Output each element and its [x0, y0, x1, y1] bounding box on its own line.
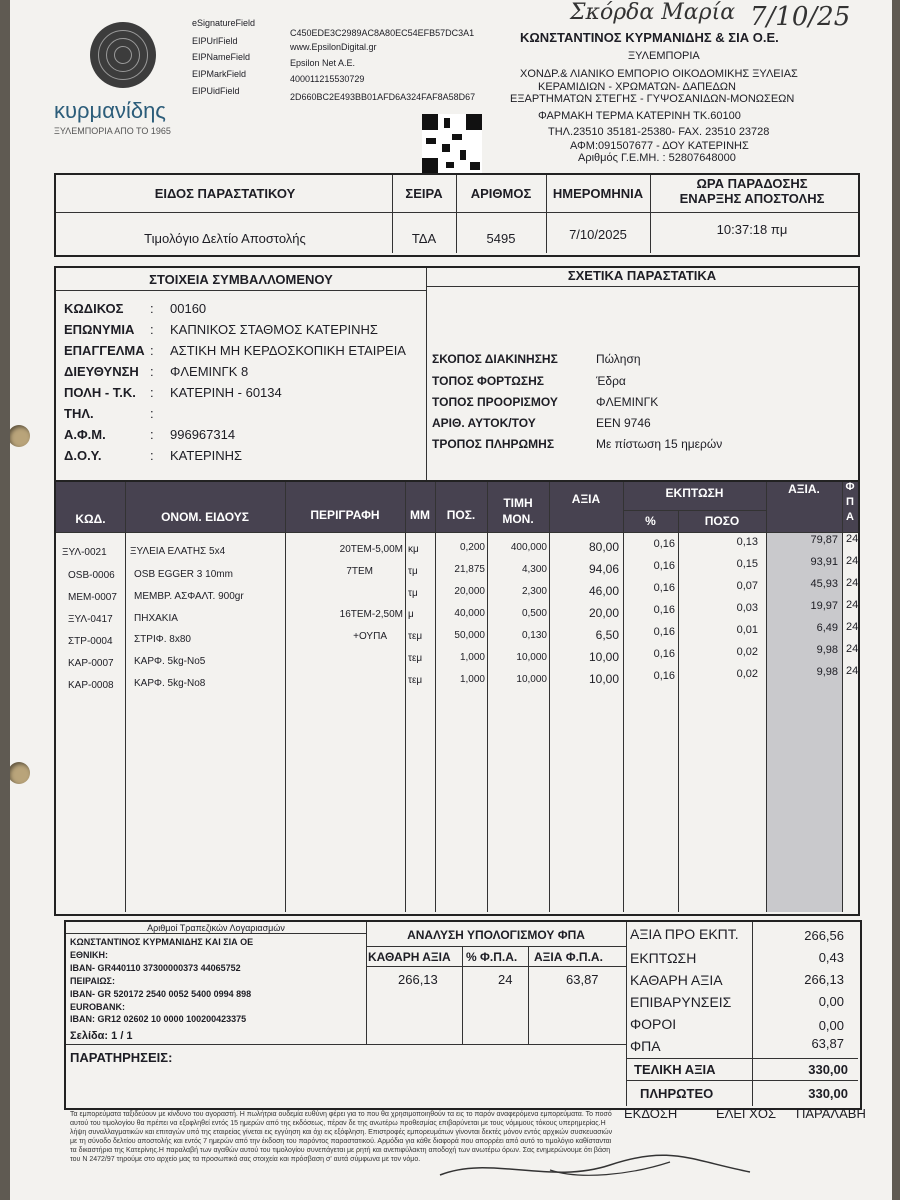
item-disc-pct: 0,16	[653, 670, 675, 682]
vat-title: ΑΝΑΛΥΣΗ ΥΠΟΛΟΓΙΣΜΟΥ ΦΠΑ	[407, 928, 585, 942]
logo-tagline: ΞΥΛΕΜΠΟΡΙΑ ΑΠΟ ΤΟ 1965	[54, 126, 171, 136]
vat-col-amount: ΑΞΙΑ Φ.Π.Α.	[534, 950, 603, 964]
signature-receipt: ΠΑΡΑΛΑΒΗ	[796, 1106, 866, 1121]
bank-title: Αριθμοί Τραπεζικών Λογαριασμών	[147, 923, 285, 933]
col-value: ΑΞΙΑ	[571, 492, 601, 506]
bank-line: EUROBANK:	[70, 1002, 125, 1012]
item-unit: τμ	[408, 566, 418, 577]
item-disc-pct: 0,16	[653, 538, 675, 550]
col-date: ΗΜΕΡΟΜΗΝΙΑ	[552, 186, 644, 201]
total-value: 0,00	[818, 994, 844, 1009]
related-label: ΤΡΟΠΟΣ ΠΛΗΡΩΜΗΣ	[432, 437, 555, 451]
vat-amount-value: 63,87	[566, 972, 599, 987]
col-price: ΜΟΝ.	[502, 512, 534, 526]
total-label: ΕΠΙΒΑΡΥΝΣΕΙΣ	[630, 994, 732, 1010]
col-disc-amt: ΠΟΣΟ	[704, 514, 740, 528]
item-name: ΞΥΛΕΙΑ ΕΛΑΤΗΣ 5x4	[130, 546, 226, 557]
item-price: 0,500	[521, 608, 547, 619]
item-code: ΜΕΜ-0007	[68, 592, 117, 603]
company-line: ΕΞΑΡΤΗΜΑΤΩΝ ΣΤΕΓΗΣ - ΓΥΨΟΣΑΝΙΔΩΝ-ΜΟΝΩΣΕΩΝ	[510, 93, 795, 105]
esig-label: EIPUidField	[192, 86, 240, 96]
bank-line: IBAN: GR12 02602 10 0000 100200423375	[70, 1014, 247, 1024]
total-label: ΑΞΙΑ ΠΡΟ ΕΚΠΤ.	[630, 926, 739, 942]
related-value: ΦΛΕΜΙΝΓΚ	[596, 395, 659, 409]
esig-label: EIPUrlField	[192, 36, 238, 46]
col-doc-type: ΕΙΔΟΣ ΠΑΡΑΣΤΑΤΙΚΟΥ	[154, 186, 296, 201]
col-code: ΚΩΔ.	[75, 512, 106, 526]
item-code: ΚΑΡ-0008	[68, 680, 114, 691]
company-name: ΚΩΝΣΤΑΝΤΙΝΟΣ ΚΥΡΜΑΝΙΔΗΣ & ΣΙΑ Ο.Ε.	[520, 30, 779, 45]
party-label: ΔΙΕΥΘΥΝΣΗ	[64, 364, 139, 379]
item-desc: 20ΤΕΜ-5,00Μ	[339, 544, 403, 555]
party-value: ΚΑΤΕΡΙΝΗΣ	[170, 448, 243, 463]
doc-number: 5495	[486, 231, 516, 246]
handwritten-date: 7/10/25	[750, 2, 851, 32]
item-qty: 21,875	[454, 564, 485, 575]
item-disc-pct: 0,16	[653, 604, 675, 616]
item-net: 9,98	[816, 644, 838, 656]
doc-time: 10:37:18 πμ	[716, 222, 788, 237]
item-name: ΜΕΜΒΡ. ΑΣΦΑΛΤ. 900gr	[134, 591, 244, 602]
party-label: ΠΟΛΗ - Τ.Κ.	[64, 385, 136, 400]
item-price: 10,000	[516, 652, 547, 663]
total-label: ΦΟΡΟΙ	[630, 1016, 677, 1032]
item-price: 0,130	[521, 630, 547, 641]
bank-line: ΚΩΝΣΤΑΝΤΙΝΟΣ ΚΥΡΜΑΝΙΔΗΣ ΚΑΙ ΣΙΑ ΟΕ	[70, 937, 254, 947]
item-net: 6,49	[816, 622, 838, 634]
handwritten-name: Σκόρδα Μαρία	[570, 0, 736, 25]
remarks-label: ΠΑΡΑΤΗΡΗΣΕΙΣ:	[70, 1050, 173, 1065]
item-unit: τμ	[408, 588, 418, 599]
item-net: 79,87	[810, 534, 838, 546]
party-value: ΚΑΠΝΙΚΟΣ ΣΤΑΘΜΟΣ ΚΑΤΕΡΙΝΗΣ	[170, 322, 378, 337]
payable-label: ΠΛΗΡΩΤΕΟ	[640, 1086, 714, 1101]
item-value: 10,00	[588, 650, 619, 664]
item-qty: 1,000	[459, 674, 485, 685]
party-label: ΚΩΔΙΚΟΣ	[64, 301, 124, 316]
party-label: Α.Φ.Μ.	[64, 427, 106, 442]
related-label: ΤΟΠΟΣ ΠΡΟΟΡΙΣΜΟΥ	[432, 395, 558, 409]
col-vat: Φ	[845, 481, 855, 493]
esig-value: 2D660BC2E493BB01AFD6A324FAF8A58D67	[290, 92, 476, 102]
party-value: ΑΣΤΙΚΗ ΜΗ ΚΕΡΔΟΣΚΟΠΙΚΗ ΕΤΑΙΡΕΙΑ	[170, 343, 406, 358]
footer-terms: Τα εμπορεύματα ταξιδεύουν με κίνδυνο του αγοραστή. Η πωλήτρια ουδεμία ευθύνη φέρει για το που θα χρησιμοποιηθούν τα εις το παρόν αναφερόμενα εμπορεύματα. Το ποσό αυτού του τιμολογίου θα πρέπει να εξοφληθεί εντός 15 ημερών από της εκδόσεως, πέραν δε της ανωτέρω προθεσμίας επιβαρύνεται με τους νόμιμους τόκους υπερημερίας.Η λήψη συναλλαγματικών και επιταγών υπό της εταιρείας γίνεται εις εγγύηση και όχι εις εξόφληση. Επιστροφές εμπορευμάτων γίνονται δεκτές μόνον εντός αρχικών συσκευασιών με τη σύνοδο δελτίου αποστολής και εντός 7 ημερών από την έκδοση του παρόντος παραστατικού. Αρμόδια για κάθε διαφορά που απορρέει από αυτό το τιμολόγιο καθίστανται τα δικαστήρια της Κατερίνης.Η παραλαβή των αγαθών αυτού του τιμολογίου συνεπάγεται με ρητή και ανεπιφύλακτη αποδοχή των ανωτέρω όρων. Σας ενημερώνουμε ότι βάση του Ν 2472/97 τηρούμε στο αρχείο μας τα προσωπικά σας στοιχεία και πρόσβαση σ' αυτά σύμφωνα με τον νόμο.	[70, 1111, 613, 1163]
item-unit: κμ	[408, 544, 419, 555]
company-line: Αριθμός Γ.Ε.ΜΗ. : 52807648000	[578, 152, 736, 164]
item-price: 4,300	[521, 564, 547, 575]
item-vat: 24	[846, 577, 859, 589]
punch-hole	[10, 425, 30, 447]
total-label: ΦΠΑ	[630, 1038, 661, 1054]
col-qty: ΠΟΣ.	[446, 508, 476, 522]
company-line: ΑΦΜ:091507677 - ΔΟΥ ΚΑΤΕΡΙΝΗΣ	[570, 140, 749, 152]
item-name: OSB EGGER 3 10mm	[134, 569, 233, 580]
item-vat: 24	[846, 555, 859, 567]
related-value: Πώληση	[596, 352, 641, 366]
esig-label: EIPNameField	[192, 52, 251, 62]
party-value: 996967314	[170, 427, 236, 442]
col-discount: ΕΚΠΤΩΣΗ	[665, 486, 724, 500]
party-label: ΕΠΑΓΓΕΛΜΑ	[64, 343, 145, 358]
col-series: ΣΕΙΡΑ	[405, 186, 443, 201]
item-desc: 16ΤΕΜ-2,50Μ	[339, 609, 403, 620]
item-value: 6,50	[595, 628, 619, 642]
page-number: Σελίδα: 1 / 1	[70, 1030, 133, 1042]
item-vat: 24	[846, 533, 859, 545]
total-value: 0,00	[818, 1018, 844, 1033]
payable-value: 330,00	[808, 1086, 848, 1101]
bank-line: ΕΘΝΙΚΗ:	[70, 950, 108, 960]
item-disc-amt: 0,02	[736, 646, 758, 658]
item-unit: τεμ	[408, 675, 423, 686]
esig-label: EIPMarkField	[192, 69, 247, 79]
item-code: ΚΑΡ-0007	[68, 658, 114, 669]
total-label: ΕΚΠΤΩΣΗ	[630, 950, 697, 966]
item-code: ΞΥΛ-0417	[68, 614, 113, 625]
signature-scribble-icon	[430, 1150, 760, 1190]
item-desc: +ΟΥΠΑ	[353, 631, 387, 642]
item-name: ΚΑΡΦ. 5kg-No8	[134, 678, 206, 689]
item-price: 10,000	[516, 674, 547, 685]
party-label: Δ.Ο.Υ.	[64, 448, 102, 463]
item-disc-pct: 0,16	[653, 626, 675, 638]
col-desc: ΠΕΡΙΓΡΑΦΗ	[310, 508, 380, 522]
related-label: ΣΚΟΠΟΣ ΔΙΑΚΙΝΗΣΗΣ	[432, 352, 558, 366]
bank-line: IBAN- GR 520172 2540 0052 5400 0994 898	[70, 989, 252, 999]
col-vat: Π	[846, 496, 854, 508]
esig-value: www.EpsilonDigital.gr	[290, 42, 377, 52]
bank-line: ΠΕΙΡΑΙΩΣ:	[70, 976, 115, 986]
doc-series: ΤΔΑ	[411, 231, 437, 246]
item-value: 94,06	[588, 562, 619, 576]
col-unit: ΜΜ	[410, 508, 430, 522]
total-value: 0,43	[818, 950, 844, 965]
item-qty: 20,000	[454, 586, 485, 597]
related-value: Έδρα	[596, 374, 626, 388]
item-name: ΠΗΧΑΚΙΑ	[134, 613, 178, 624]
item-vat: 24	[846, 599, 859, 611]
vat-pct-value: 24	[498, 972, 513, 987]
final-total-value: 330,00	[808, 1062, 848, 1077]
item-net: 45,93	[810, 578, 838, 590]
esig-label: eSignatureField	[192, 18, 256, 28]
item-code: ΞΥΛ-0021	[62, 547, 107, 558]
col-number: ΑΡΙΘΜΟΣ	[470, 186, 532, 201]
total-label: ΚΑΘΑΡΗ ΑΞΙΑ	[630, 972, 723, 988]
col-price: ΤΙΜΗ	[503, 496, 533, 510]
item-net: 9,98	[816, 666, 838, 678]
item-value: 46,00	[588, 584, 619, 598]
col-name: ΟΝΟΜ. ΕΙΔΟΥΣ	[161, 510, 249, 524]
item-disc-pct: 0,16	[653, 582, 675, 594]
total-value: 266,56	[804, 928, 844, 943]
item-price: 400,000	[510, 542, 547, 553]
item-desc: 7ΤΕΜ	[346, 566, 373, 577]
signature-issue: ΕΚΔΟΣΗ	[624, 1106, 678, 1121]
party-title: ΣΤΟΙΧΕΙΑ ΣΥΜΒΑΛΛΟΜΕΝΟΥ	[149, 272, 333, 287]
item-disc-pct: 0,16	[653, 648, 675, 660]
item-vat: 24	[846, 643, 859, 655]
party-label: ΕΠΩΝΥΜΙΑ	[64, 322, 135, 337]
item-unit: μ	[408, 609, 414, 620]
item-price: 2,300	[521, 586, 547, 597]
col-net: ΑΞΙΑ.	[788, 482, 820, 496]
item-disc-amt: 0,13	[736, 536, 758, 548]
item-disc-amt: 0,03	[736, 602, 758, 614]
related-label: ΤΟΠΟΣ ΦΟΡΤΩΣΗΣ	[432, 374, 544, 388]
esig-value: 400011215530729	[290, 74, 365, 84]
signature-check: ΕΛΕΓΧΟΣ	[716, 1106, 777, 1121]
col-disc-pct: %	[645, 514, 656, 528]
item-disc-amt: 0,15	[736, 558, 758, 570]
item-value: 10,00	[588, 672, 619, 686]
item-disc-amt: 0,01	[736, 624, 758, 636]
doc-type: Τιμολόγιο Δελτίο Αποστολής	[144, 231, 306, 246]
total-value: 266,13	[804, 972, 844, 987]
company-logo-icon	[90, 22, 156, 88]
related-value: ΕΕΝ 9746	[596, 416, 651, 430]
party-label: ΤΗΛ.	[64, 406, 94, 421]
related-label: ΑΡΙΘ. ΑΥΤΟΚ/ΤΟΥ	[432, 416, 536, 430]
company-line: ΞΥΛΕΜΠΟΡΙΑ	[628, 50, 700, 62]
item-qty: 50,000	[454, 630, 485, 641]
item-code: ΣΤΡ-0004	[68, 636, 113, 647]
esig-value: C450EDE3C2989AC8A80EC54EFB57DC3A1	[290, 28, 475, 38]
vat-net-value: 266,13	[398, 972, 438, 987]
company-line: ΤΗΛ.23510 35181-25380- FAX. 23510 23728	[548, 126, 770, 138]
col-time: ΕΝΑΡΞΗΣ ΑΠΟΣΤΟΛΗΣ	[679, 191, 825, 206]
company-line: ΚΕΡΑΜΙΔΙΩΝ - ΧΡΩΜΑΤΩΝ- ΔΑΠΕΔΩΝ	[538, 81, 736, 93]
vat-col-pct: % Φ.Π.Α.	[466, 950, 518, 964]
party-value: ΚΑΤΕΡΙΝΗ - 60134	[170, 385, 282, 400]
party-value: ΦΛΕΜΙΝΓΚ 8	[170, 364, 249, 379]
item-name: ΚΑΡΦ. 5kg-No5	[134, 656, 206, 667]
item-name: ΣΤΡΙΦ. 8x80	[134, 634, 191, 645]
item-value: 20,00	[588, 606, 619, 620]
item-unit: τεμ	[408, 653, 423, 664]
col-time: ΩΡΑ ΠΑΡΑΔΟΣΗΣ	[696, 176, 808, 191]
item-disc-amt: 0,02	[736, 668, 758, 680]
item-value: 80,00	[588, 540, 619, 554]
item-qty: 1,000	[459, 652, 485, 663]
total-value: 63,87	[811, 1036, 844, 1051]
item-qty: 0,200	[459, 542, 485, 553]
bank-line: IBAN- GR440110 37300000373 44065752	[70, 963, 241, 973]
item-net: 93,91	[810, 556, 838, 568]
item-vat: 24	[846, 621, 859, 633]
company-line: ΧΟΝΔΡ.& ΛΙΑΝΙΚΟ ΕΜΠΟΡΙΟ ΟΙΚΟΔΟΜΙΚΗΣ ΞΥΛΕΙΑΣ	[520, 68, 798, 80]
related-title: ΣΧΕΤΙΚΑ ΠΑΡΑΣΤΑΤΙΚΑ	[567, 268, 717, 283]
item-code: OSB-0006	[68, 570, 115, 581]
item-unit: τεμ	[408, 631, 423, 642]
qr-code-icon	[422, 114, 482, 174]
item-qty: 40,000	[454, 608, 485, 619]
col-vat: Α	[846, 511, 854, 523]
item-disc-pct: 0,16	[653, 560, 675, 572]
final-total-label: ΤΕΛΙΚΗ ΑΞΙΑ	[634, 1062, 716, 1077]
doc-date: 7/10/2025	[569, 227, 627, 242]
vat-col-net: ΚΑΘΑΡΗ ΑΞΙΑ	[368, 950, 451, 964]
logo-text: κυρμανίδης	[54, 98, 166, 123]
related-value: Με πίστωση 15 ημερών	[596, 437, 723, 451]
party-value: 00160	[170, 301, 207, 316]
item-disc-amt: 0,07	[736, 580, 758, 592]
item-net: 19,97	[810, 600, 838, 612]
punch-hole	[10, 762, 30, 784]
invoice-page: Σκόρδα Μαρία 7/10/25 κυρμανίδης ΞΥΛΕΜΠΟΡΙΑ ΑΠΟ ΤΟ 1965 eSignatureField C450EDE3C2989AC8A80EC54EFB57DC3A1 EIPUrlField www.EpsilonDigital.gr EIPNameField Epsilon Net A.E. EIPMarkField 400011215530729 EIPUidField 2D660BC2E493BB01AFD6A324FAF8A58D67 ΚΩΝΣΤΑΝΤΙΝΟΣ ΚΥΡΜΑΝΙΔΗΣ & ΣΙΑ Ο.Ε. ΞΥΛΕΜΠΟΡΙΑ ΧΟΝΔΡ.& ΛΙΑΝΙΚΟ ΕΜΠΟΡΙΟ ΟΙΚΟΔΟΜΙΚΗΣ ΞΥΛΕΙΑΣ ΚΕΡΑΜΙΔΙΩΝ - ΧΡΩΜΑΤΩΝ- ΔΑΠΕΔΩΝ ΕΞΑΡΤΗΜΑΤΩΝ ΣΤΕΓΗΣ - ΓΥΨΟΣΑΝΙΔΩΝ-ΜΟΝΩΣΕΩΝ ΦΑΡΜΑΚΗ ΤΕΡΜΑ ΚΑΤΕΡΙΝΗ ΤΚ.60100 ΤΗΛ.23510 35181-25380- FAX. 23510 23728 ΑΦΜ:091507677 - ΔΟΥ ΚΑΤΕΡΙΝΗΣ Αριθμός Γ.Ε.ΜΗ. : 52807648000 ΕΙΔΟΣ ΠΑΡΑΣΤΑΤΙΚΟΥ ΣΕΙΡΑ ΑΡΙΘΜΟΣ ΗΜΕΡΟΜΗΝΙΑ ΩΡΑ ΠΑΡΑΔΟΣΗΣ ΕΝΑΡΞΗΣ ΑΠΟΣΤΟΛΗΣ Τιμολόγιο Δελτίο Αποστολής ΤΔΑ 5495 7/10/2025 10:37:18 πμ ΣΤΟΙΧΕΙΑ ΣΥΜΒΑΛΛΟΜΕΝΟΥ ΣΧΕΤΙΚΑ ΠΑΡΑΣΤΑΤΙΚΑ ΚΩΔΙΚΟΣ : 00160 ΕΠΩΝΥΜΙΑ : ΚΑΠΝΙΚΟΣ ΣΤΑΘΜΟΣ ΚΑΤΕΡΙΝΗΣ ΕΠΑΓΓΕΛΜΑ : ΑΣΤΙΚΗ ΜΗ ΚΕΡΔΟΣΚΟΠΙΚΗ ΕΤΑΙΡΕΙΑ ΔΙΕΥΘΥΝΣΗ : ΦΛΕΜΙΝΓΚ 8 ΠΟΛΗ - Τ.Κ. : ΚΑΤΕΡΙΝΗ - 60134 ΤΗΛ. : Α.Φ.Μ. : 996967314 Δ.Ο.Υ. : ΚΑΤΕΡΙΝΗΣ ΣΚΟΠΟΣ ΔΙΑΚΙΝΗΣΗΣ Πώληση ΤΟΠΟΣ ΦΟΡΤΩΣΗΣ Έδρα ΤΟΠΟΣ ΠΡΟΟΡΙΣΜΟΥ ΦΛΕΜΙΝΓΚ ΑΡΙΘ. ΑΥΤΟΚ/ΤΟΥ ΕΕΝ 9746 ΤΡΟΠΟΣ ΠΛΗΡΩΜΗΣ Με πίστωση 15 ημερών ΚΩΔ. ΟΝΟΜ. ΕΙΔΟΥΣ ΠΕΡΙΓΡΑΦΗ ΜΜ ΠΟΣ. ΤΙΜΗ ΜΟΝ. ΑΞΙΑ ΕΚΠΤΩΣΗ % ΠΟΣΟ ΑΞΙΑ. Φ Π Α ΞΥΛ-0021 ΞΥΛΕΙΑ ΕΛΑΤΗΣ 5x4 20ΤΕΜ-5,00Μ κμ 0,200 400,000 80,00 0,16 0,13 79,87 24 OSB-0006 OSB EGGER 3 10mm 7ΤΕΜ τμ 21,875 4,300 94,06 0,16 0,15 93,91 24 ΜΕΜ-0007 ΜΕΜΒΡ. ΑΣΦΑΛΤ. 900gr τμ 20,000 2,300 46,00 0,16 0,07 45,93 24 ΞΥΛ-0417 ΠΗΧΑΚΙΑ 16ΤΕΜ-2,50Μ μ 40,000 0,500 20,00 0,16 0,03 19,97 24 ΣΤΡ-0004 ΣΤΡΙΦ. 8x80 +ΟΥΠΑ τεμ 50,000 0,130 6,50 0,16 0,01 6,49 24 ΚΑΡ-0007 ΚΑΡΦ. 5kg-No5 τεμ 1,000 10,000 10,00 0,16 0,02 9,98 24 ΚΑΡ-0008 ΚΑΡΦ. 5kg-No8 τεμ 1,000 10,000 10,00 0,16 0,02 9,98 24 Αριθμοί Τραπεζικών Λογαριασμών ΚΩΝΣΤΑΝΤΙΝΟΣ ΚΥΡΜΑΝΙΔΗΣ ΚΑΙ ΣΙΑ ΟΕ ΕΘΝΙΚΗ: IBAN- GR440110 37300000373 44065752 ΠΕΙΡΑΙΩΣ: IBAN- GR 520172 2540 0052 5400 0994 898 EUROBANK: IBAN: GR12 02602 10 0000 100200423375 Σελίδα: 1 / 1 ΠΑΡΑΤΗΡΗΣΕΙΣ: ΑΝΑΛΥΣΗ ΥΠΟΛΟΓΙΣΜΟΥ ΦΠΑ ΚΑΘΑΡΗ ΑΞΙΑ % Φ.Π.Α. ΑΞΙΑ Φ.Π.Α. 266,13 24 63,87 ΑΞΙΑ ΠΡΟ ΕΚΠΤ. 266,56 ΕΚΠΤΩΣΗ 0,43 ΚΑΘΑΡΗ ΑΞΙΑ 266,13 ΕΠΙΒΑΡΥΝΣΕΙΣ 0,00 ΦΟΡΟΙ 0,00 ΦΠΑ 63,87 ΤΕΛΙΚΗ ΑΞΙΑ 330,00 ΠΛΗΡΩΤΕΟ 330,00 ΕΚΔΟΣΗ ΕΛΕΓΧΟΣ ΠΑΡΑΛΑΒΗ Τα εμπορεύματα ταξιδεύουν με κίνδυνο του αγοραστή. Η πωλήτρια ουδεμία ευθύνη φέρει για το που θα χρησιμοποιηθούν τα εις το παρόν αναφερόμενα εμπορεύματα. Το ποσό αυτού του τιμολογίου θα πρέπει να εξοφληθεί εντός 15 ημερών από της εκδόσεως, πέραν δε της ανωτέρω προθεσμίας επιβαρύνεται με τους νόμιμους τόκους υπερημερίας.Η λήψη συναλλαγματικών και επιταγών υπό της εταιρείας γίνεται εις εγγύηση και όχι εις εξόφληση. Επιστροφές εμπορευμάτων γίνονται δεκτές μόνον εντός αρχικών συσκευασιών με τη σύνοδο δελτίου αποστολής και εντός 7 ημερών από την έκδοση του παρόντος παραστατικού. Αρμόδια για κάθε διαφορά που απορρέει από αυτό το τιμολόγιο καθίστανται τα δικαστήρια της Κατερίνης.Η παραλαβή των αγαθών αυτού του τιμολογίου συνεπάγεται με ρητή και ανεπιφύλακτη αποδοχή των ανωτέρω όρων. Σας ενημερώνουμε ότι βάση του Ν 2472/97 τηρούμε στο αρχείο μας τα προσωπικά σας στοιχεία και πρόσβαση σ' αυτά σύμφωνα με τον νόμο.	[10, 0, 892, 1200]
company-line: ΦΑΡΜΑΚΗ ΤΕΡΜΑ ΚΑΤΕΡΙΝΗ ΤΚ.60100	[538, 110, 741, 122]
item-vat: 24	[846, 665, 859, 677]
esig-value: Epsilon Net A.E.	[290, 58, 356, 68]
